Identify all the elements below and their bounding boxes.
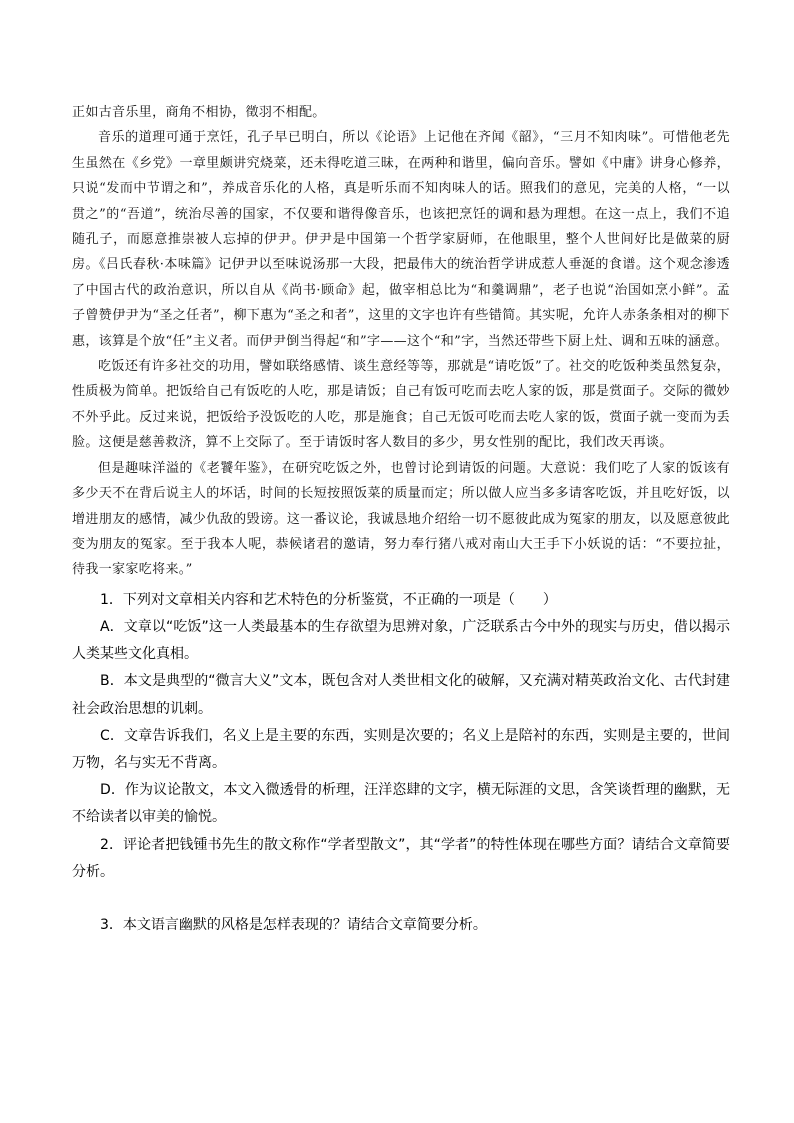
passage-paragraph-3: 吃饭还有许多社交的功用，譬如联络感情、谈生意经等等，那就是“请吃饭”了。社交的吃饭种类虽然复杂，性质极为简单。把饭给自己有饭吃的人吃，那是请饭；自己有饭可吃而去吃人家的饭，那是赏面子。交际的微妙不外乎此。反过来说，把饭给予没饭吃的人吃，那是施食；自己无饭可吃而去吃人家的饭，赏面子就一变而为丢脸。这便是慈善救济，算不上交际了。至于请饭时客人数目的多少，男女性别的配比，我们改天再谈。 bbox=[72, 359, 730, 451]
passage-paragraph-4: 但是趣味洋溢的《老饕年鉴》，在研究吃饭之外，也曾讨论到请饭的问题。大意说：我们吃了人家的饭该有多少天不在背后说主人的坏话，时间的长短按照饭菜的质量而定；所以做人应当多多请客吃饭，并且吃好饭，以增进朋友的感情，减少仇敌的毁谤。这一番议论，我诚恳地介绍给一切不愿彼此成为冤家的朋友，以及愿意彼此变为朋友的冤家。至于我本人呢，恭候诸君的邀请，努力奉行猪八戒对南山大王手下小妖说的话：“不要拉扯，待我一家家吃将来。” bbox=[72, 460, 730, 578]
question-1-option-d: D．作为议论散文，本文入微透骨的析理，汪洋恣肆的文字，横无际涯的文思，含笑谈哲理的幽默，无不给读者以审美的愉悦。 bbox=[72, 782, 730, 826]
question-1-stem: 1．下列对文章相关内容和艺术特色的分析鉴赏，不正确的一项是（ ） bbox=[100, 591, 557, 608]
answer-space bbox=[72, 886, 730, 912]
question-1-option-c: C．文章告诉我们，名义上是主要的东西，实则是次要的；名义上是陪衬的东西，实则是主要的，世间万物，名与实无不背离。 bbox=[72, 727, 730, 771]
question-section bbox=[72, 587, 730, 939]
question-3 bbox=[72, 912, 730, 939]
question-1-option-a: A．文章以“吃饭”这一人类最基本的生存欲望为思辨对象，广泛联系古今中外的现实与历史，借以揭示人类某些文化真相。 bbox=[72, 618, 730, 663]
question-2-stem: 2．评论者把钱锺书先生的散文称作“学者型散文”，其“学者”的特性体现在哪些方面？请结合文章简要分析。 bbox=[72, 836, 730, 880]
reading-passage bbox=[72, 100, 730, 583]
question-1-option-b: B．本文是典型的“微言大义”文本，既包含对人类世相文化的破解，又充满对精英政治文化、古代封建社会政治思想的讥刺。 bbox=[72, 673, 730, 717]
passage-paragraph-2: 音乐的道理可通于烹饪，孔子早已明白，所以《论语》上记他在齐闻《韶》，“三月不知肉味”。可惜他老先生虽然在《乡党》一章里颇讲究烧菜，还未得吃道三昧，在两种和谐里，偏向音乐。譬如《中庸》讲身心修养，只说“发而中节谓之和”，养成音乐化的人格，真是听乐而不知肉味人的话。照我们的意见，完美的人格，“一以贯之”的“吾道”，统治尽善的国家，不仅要和谐得像音乐，也该把烹饪的调和悬为理想。在这一点上，我们不追随孔子，而愿意推崇被人忘掉的伊尹。伊尹是中国第一个哲学家厨师，在他眼里，整个人世间好比是做菜的厨房。《吕氏春秋·本味篇》记伊尹以至味说汤那一大段，把最伟大的统治哲学讲成惹人垂涎的食谱。这个观念渗透了中国古代的政治意识，所以自从《尚书·顾命》起，做宰相总比为“和羹调鼎”，老子也说“治国如烹小鲜”。孟子曾赞伊尹为“圣之任者”，柳下惠为“圣之和者”，这里的文字也许有些错简。其实呢，允许人赤条条相对的柳下惠，该算是个放“任”主义者。而伊尹倒当得起“和”字——这个“和”字，当然还带些下厨上灶、调和五味的涵意。 bbox=[72, 130, 730, 349]
passage-paragraph-1: 正如古音乐里，商角不相协，徵羽不相配。 bbox=[72, 105, 326, 120]
question-1 bbox=[72, 587, 730, 832]
question-2 bbox=[72, 832, 730, 886]
question-3-stem: 3．本文语言幽默的风格是怎样表现的？请结合文章简要分析。 bbox=[100, 916, 487, 933]
